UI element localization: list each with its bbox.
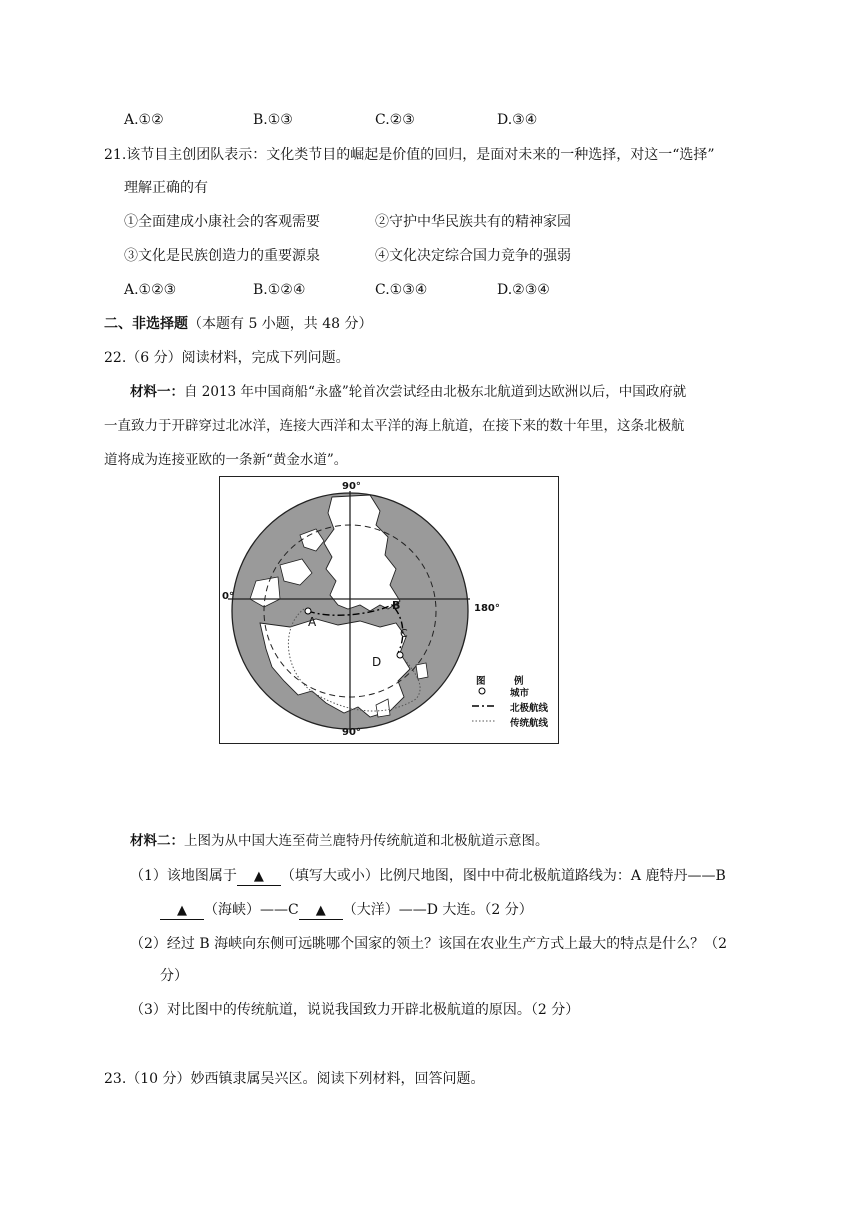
map-label-bottom: 90° <box>342 727 361 738</box>
q21-stem-line2: 理解正确的有 <box>124 180 208 196</box>
sub1-text-a: （1）该地图属于 <box>130 868 237 884</box>
q20-option-a: A.①② <box>124 112 164 128</box>
sub1-text-b: （填写大或小）比例尺地图，图中中荷北极航道路线为：A 鹿特丹——B <box>280 868 726 884</box>
q22-stem: 22.（6 分）阅读材料，完成下列问题。 <box>104 350 350 366</box>
legend-traditional-route: 传统航线 <box>510 718 549 729</box>
point-b-label: B <box>392 599 401 612</box>
material2-label: 材料二： <box>130 833 184 849</box>
q22-sub3: （3）对比图中的传统航道，说说我国致力开辟北极航道的原因。（2 分） <box>130 1002 580 1018</box>
section-note: （本题有 5 小题，共 48 分） <box>188 316 373 332</box>
section-heading <box>104 314 373 334</box>
legend-arctic-route: 北极航线 <box>510 703 549 714</box>
q23-stem: 23.（10 分）妙西镇隶属吴兴区。阅读下列材料，回答问题。 <box>104 1071 485 1087</box>
map-label-left: 0° <box>222 591 234 602</box>
q21-option-d: D.②③④ <box>497 282 550 298</box>
q20-option-c: C.②③ <box>375 112 415 128</box>
q21-option-b: B.①②④ <box>253 282 306 298</box>
q22-sub2-line1: （2）经过 B 海峡向东侧可远眺哪个国家的领土？该国在农业生产方式上最大的特点是什么？（2 <box>130 936 728 952</box>
sub1-blank[interactable]: ▲ <box>237 869 281 886</box>
arctic-route-map <box>219 476 559 744</box>
sub1-ocean-blank[interactable]: ▲ <box>299 903 343 920</box>
q22-sub1-line2 <box>160 900 533 920</box>
legend-title-1: 图 <box>476 676 486 687</box>
sub1-strait-blank[interactable]: ▲ <box>160 903 204 920</box>
map-label-right: 180° <box>474 603 500 614</box>
material1-text: 自 2013 年中国商船“永盛”轮首次尝试经由北极东北航道到达欧洲以后，中国政府就 <box>184 384 687 400</box>
point-d-label: D <box>372 655 382 669</box>
q22-sub1-line1 <box>130 866 726 886</box>
legend-title-2: 例 <box>514 676 524 687</box>
section-title: 二、非选择题 <box>104 316 188 332</box>
q21-option-c: C.①③④ <box>375 282 428 298</box>
q21-item-1: ①全面建成小康社会的客观需要 <box>124 214 320 230</box>
q21-item-4: ④文化决定综合国力竞争的强弱 <box>375 248 571 264</box>
q20-option-d: D.③④ <box>497 112 538 128</box>
material2-text: 上图为从中国大连至荷兰鹿特丹传统航道和北极航道示意图。 <box>184 833 549 849</box>
q21-stem-line1: 21.该节目主创团队表示：文化类节目的崛起是价值的回归，是面对未来的一种选择，对这一“选择” <box>104 147 715 163</box>
q22-material1-line3: 道将成为连接亚欧的一条新“黄金水道”。 <box>104 452 348 468</box>
material1-label: 材料一： <box>130 384 184 400</box>
q21-item-2: ②守护中华民族共有的精神家园 <box>375 214 571 230</box>
q22-material1-line1 <box>130 382 686 402</box>
sub1-line2-text-b: （大洋）——D 大连。（2 分） <box>342 902 533 918</box>
q22-material2 <box>130 831 549 851</box>
q21-option-a: A.①②③ <box>124 282 177 298</box>
sub1-line2-text-a: （海峡）——C <box>204 902 299 918</box>
q22-material1-line2: 一直致力于开辟穿过北冰洋，连接大西洋和太平洋的海上航道，在接下来的数十年里，这条北极航 <box>104 418 685 434</box>
map-label-top: 90° <box>342 481 361 492</box>
q22-sub2-line2: 分） <box>160 968 188 984</box>
map-graphic <box>220 477 560 745</box>
point-c-label: C <box>400 627 408 640</box>
legend-city: 城市 <box>510 688 530 699</box>
q21-item-3: ③文化是民族创造力的重要源泉 <box>124 248 320 264</box>
q20-option-b: B.①③ <box>253 112 293 128</box>
point-a-label: A <box>308 615 317 629</box>
